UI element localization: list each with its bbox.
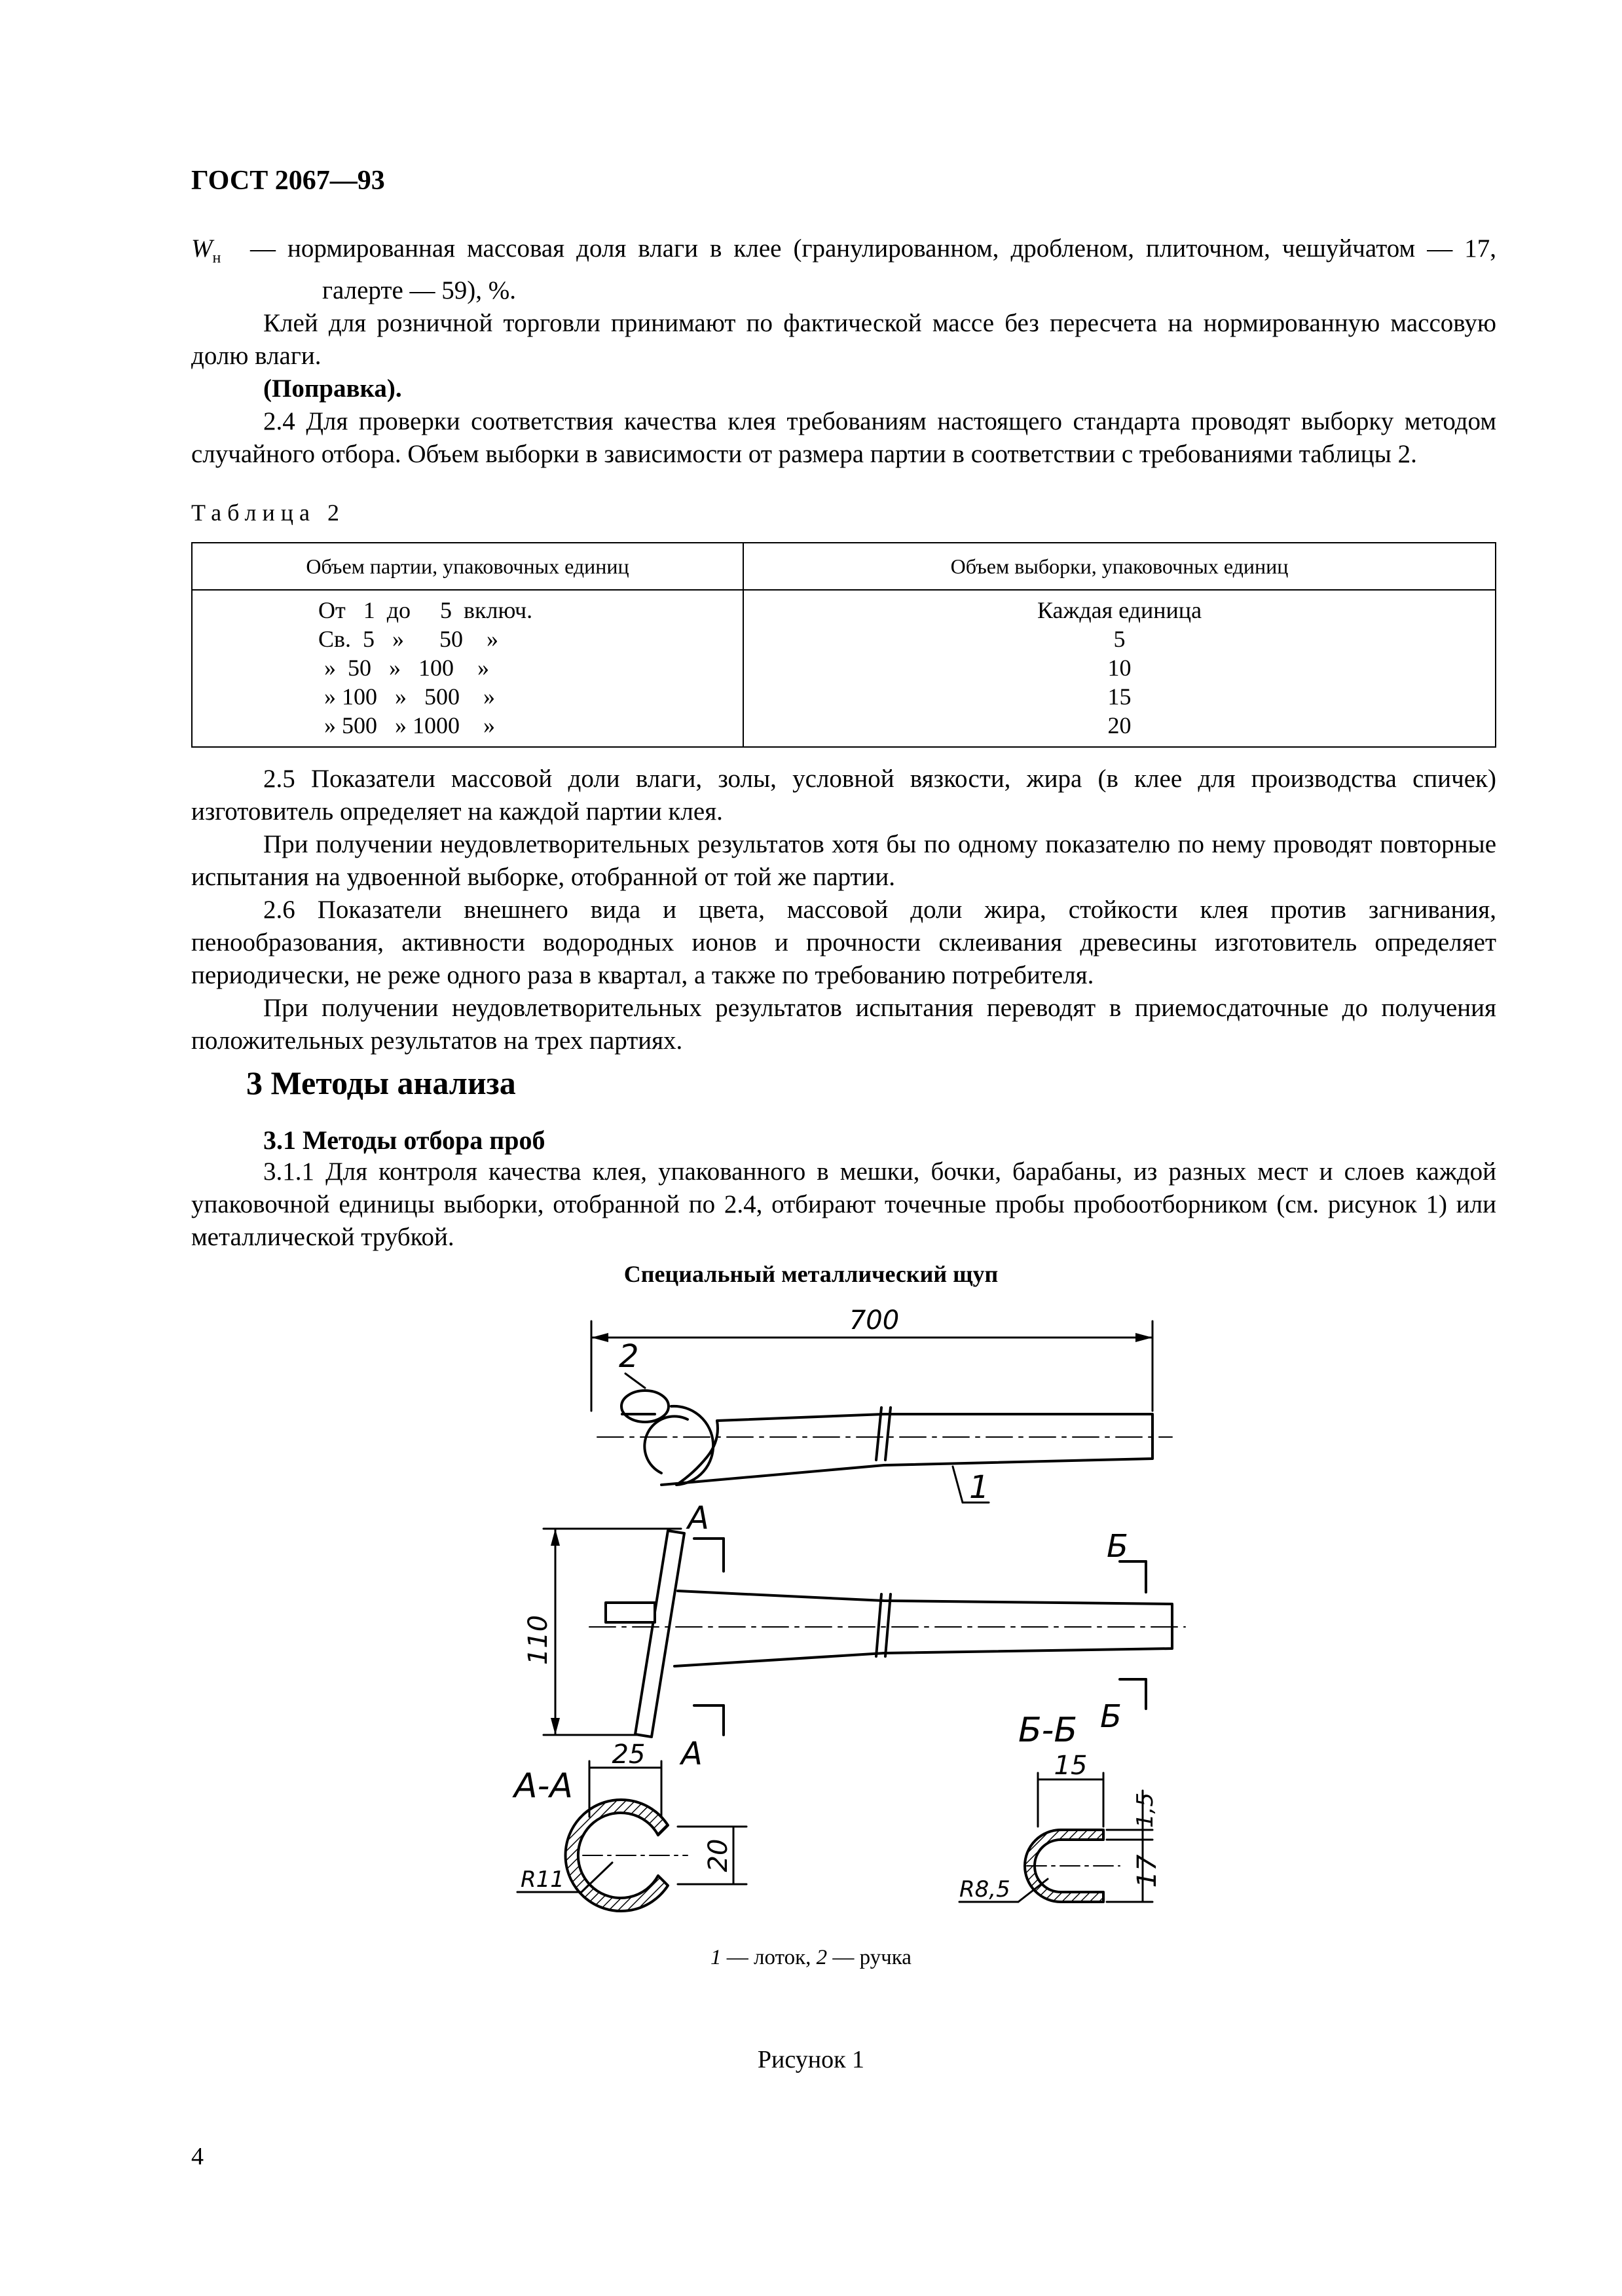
dim-height: 110 bbox=[523, 1614, 553, 1666]
section-label-aa: А-А bbox=[514, 1766, 573, 1806]
table-cell-sample: 20 bbox=[1107, 712, 1132, 738]
table-cell-range: » 100 » 500 » bbox=[318, 683, 495, 710]
legend-text-1: — лоток, bbox=[721, 1946, 817, 1969]
figure-title: Специальный металлический щуп bbox=[623, 1261, 999, 1287]
table-header-sample-size: Объем выборки, упаковочных единиц bbox=[743, 543, 1496, 590]
table-cell-sample: 10 bbox=[1107, 655, 1132, 681]
paragraph-3-1-1: 3.1.1 Для контроля качества клея, упакованного в мешки, бочки, барабаны, из разных мест и слоев каждой упаковочной единицы выборки, отобранной по 2.4, отбирают точечные пробы пробоотборником (см. рисунок 1) или металлической трубкой. bbox=[191, 1157, 1496, 1251]
callout-2: 2 bbox=[619, 1338, 639, 1375]
dim-length: 700 bbox=[849, 1305, 900, 1336]
subsection-heading: 3.1 Методы отбора проб bbox=[263, 1125, 545, 1155]
table-caption: Таблица 2 bbox=[191, 500, 345, 526]
table-cell-sample: 15 bbox=[1107, 683, 1132, 710]
table-cell-sample: Каждая единица bbox=[1037, 597, 1202, 623]
table-cell-range: » 500 » 1000 » bbox=[318, 712, 495, 738]
paragraph-retail: Клей для розничной торговли принимают по фактической массе без пересчета на нормированную массовую долю влаги. bbox=[191, 308, 1496, 370]
definition-symbol: $W_н$ bbox=[191, 234, 221, 266]
legend-number-1: 1 bbox=[710, 1946, 722, 1969]
probe-side-view bbox=[544, 1529, 1185, 1737]
paragraph-2-6: 2.6 Показатели внешнего вида и цвета, массовой доли жира, стойкости клея против загнивания, пенообразования, активности водородных ионов и прочности склеивания древесины изготовитель определяет периодически, не реже одного раза в квартал, а также по требованию потребителя. bbox=[191, 896, 1496, 989]
dim-bb-thickness: 1,5 bbox=[1132, 1792, 1158, 1829]
paragraph-retest: При получении неудовлетворительных результатов хотя бы по одному показателю по нему проводят повторные испытания на удвоенной выборке, отобранной от той же партии. bbox=[191, 830, 1496, 891]
dim-aa-width: 25 bbox=[612, 1740, 646, 1770]
cut-label-a-bottom: А bbox=[681, 1736, 703, 1772]
cut-label-a-top: А bbox=[688, 1500, 709, 1537]
figure-caption: Рисунок 1 bbox=[757, 2046, 865, 2073]
amendment-note: (Поправка). bbox=[263, 374, 402, 403]
dim-bb-width: 15 bbox=[1054, 1751, 1088, 1781]
paragraph-2-5: 2.5 Показатели массовой доли влаги, золы, условной вязкости, жира (в клее для производства спичек) изготовитель определяет на каждой партии клея. bbox=[191, 765, 1496, 826]
table-cell-range: От 1 до 5 включ. bbox=[318, 597, 533, 623]
table-cell-sample: 5 bbox=[1113, 626, 1126, 652]
legend-text-2: — ручка bbox=[827, 1946, 912, 1969]
paragraph-transfer: При получении неудовлетворительных результатов испытания переводят в приемосдаточные до получения положительных результатов на трех партиях. bbox=[191, 994, 1496, 1055]
dim-bb-height: 17 bbox=[1132, 1854, 1162, 1888]
dim-aa-height: 20 bbox=[703, 1838, 733, 1872]
legend-number-2: 2 bbox=[816, 1946, 828, 1969]
page-number: 4 bbox=[191, 2143, 204, 2170]
paragraph-2-4: 2.4 Для проверки соответствия качества клея требованиям настоящего стандарта проводят выборку методом случайного отбора. Объем выборки в зависимости от размера партии в соответствии с требованиями таблицы 2. bbox=[191, 407, 1496, 468]
dim-bb-radius: R8,5 bbox=[959, 1876, 1010, 1903]
dim-aa-radius: R11 bbox=[521, 1867, 564, 1893]
document-header: ГОСТ 2067—93 bbox=[191, 166, 385, 196]
cut-label-b-bottom: Б bbox=[1100, 1698, 1122, 1735]
section-heading: 3 Методы анализа bbox=[246, 1065, 516, 1101]
section-label-bb: Б-Б bbox=[1018, 1711, 1078, 1750]
cut-label-b-top: Б bbox=[1107, 1528, 1128, 1565]
table-cell-range: Св. 5 » 50 » bbox=[318, 626, 499, 652]
probe-top-view bbox=[591, 1321, 1172, 1503]
definition-text: — нормированная массовая доля влаги в клее (гранулированном, дробленом, плиточном, чешуйчатом — 17, галерте — 59), %. bbox=[250, 234, 1496, 304]
figure-legend bbox=[0, 1946, 1622, 1970]
table-cell-range: » 50 » 100 » bbox=[318, 655, 489, 681]
table-header-lot-size: Объем партии, упаковочных единиц bbox=[192, 543, 743, 590]
callout-1: 1 bbox=[969, 1469, 989, 1506]
